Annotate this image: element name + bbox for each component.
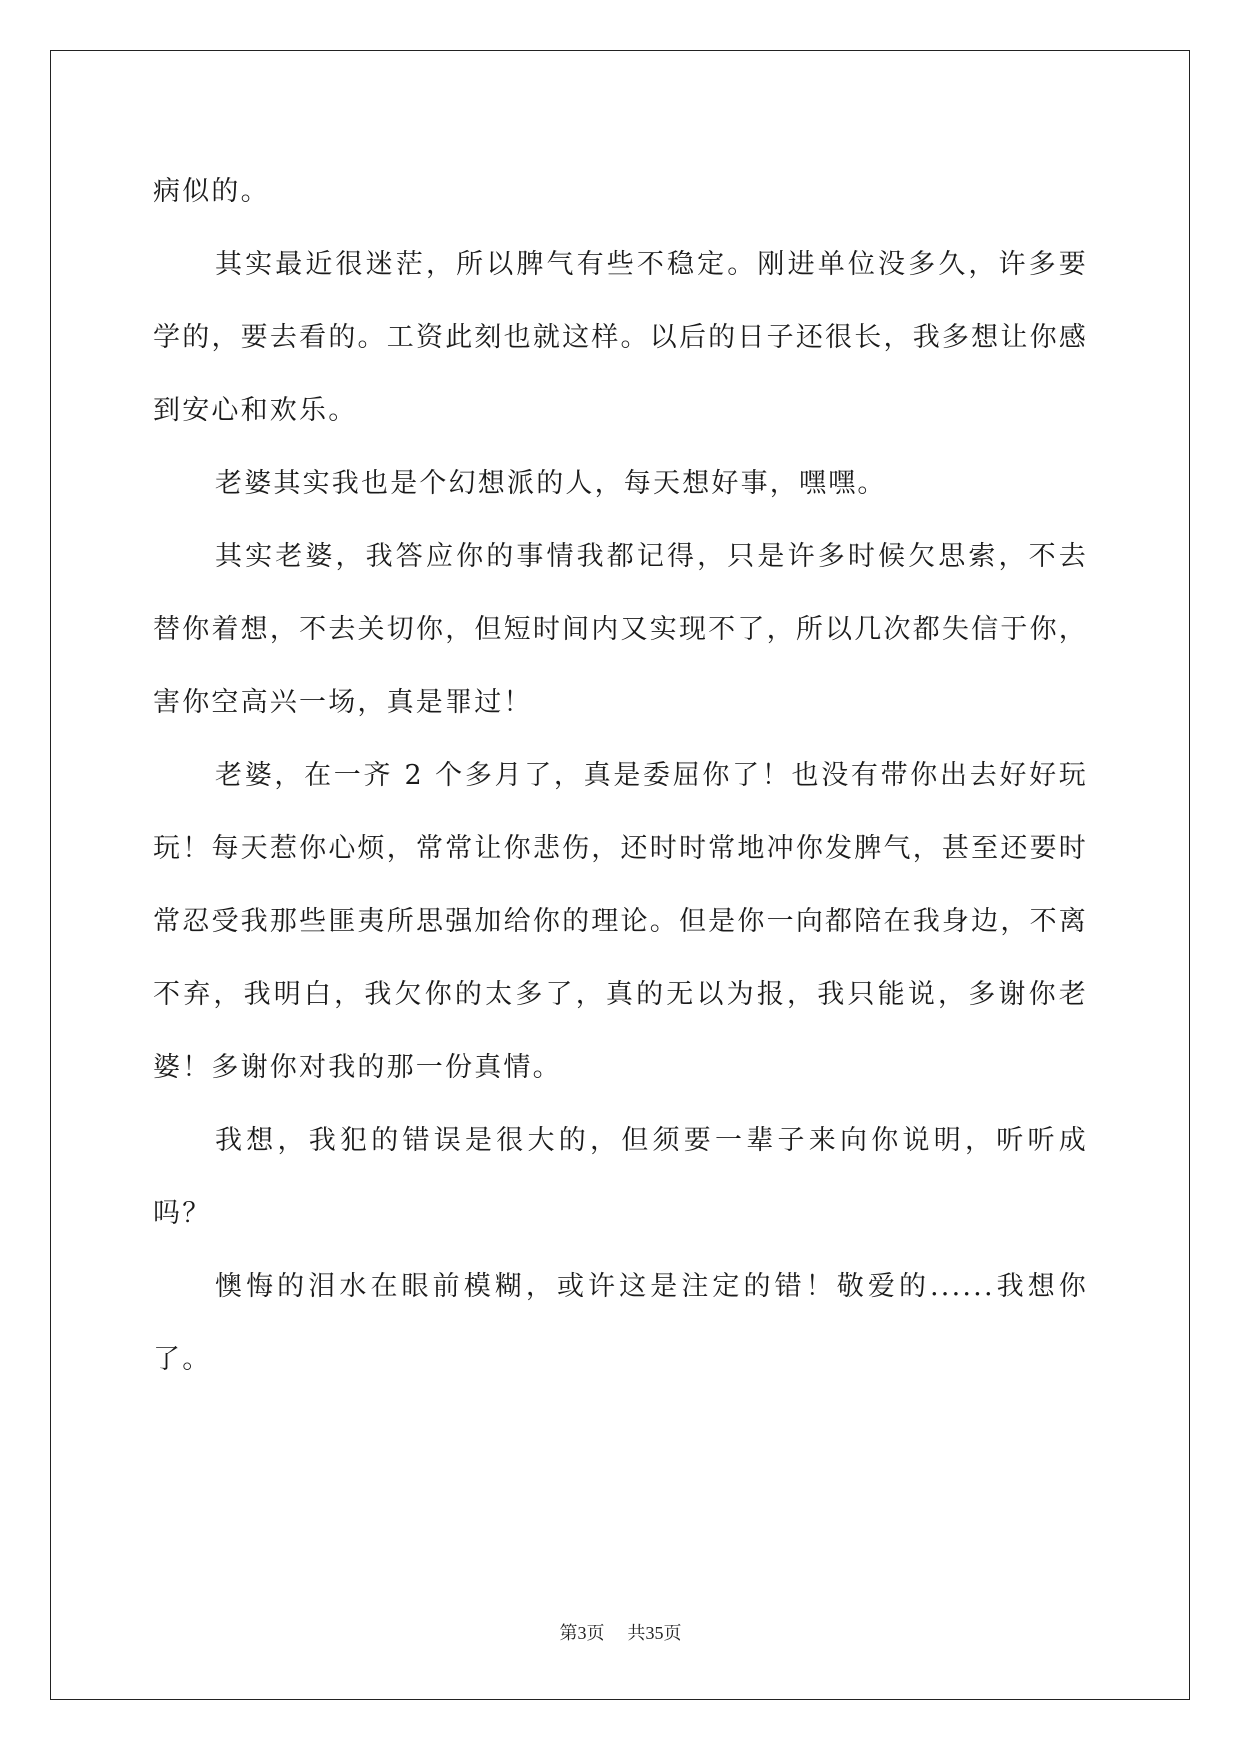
footer-suffix: 页	[663, 1623, 682, 1644]
paragraph: 其实最近很迷茫，所以脾气有些不稳定。刚进单位没多久，许多要学的，要去看的。工资此刻也就这样。以后的日子还很长，我多想让你感到安心和欢乐。	[153, 249, 1088, 426]
paragraph: 老婆，在一齐 2 个多月了，真是委屈你了！也没有带你出去好好玩玩！每天惹你心烦，常常让你悲伤，还时时常地冲你发脾气，甚至还要时常忍受我那些匪夷所思强加给你的理论。但是你一向都陪在我身边，不离不弃，我明白，我欠你的太多了，真的无以为报，我只能说，多谢你老婆！多谢你对我的那一份真情。	[153, 760, 1088, 1083]
paragraph: 其实老婆，我答应你的事情我都记得，只是许多时候欠思索，不去替你着想，不去关切你，但短时间内又实现不了，所以几次都失信于你，害你空高兴一场，真是罪过！	[153, 541, 1088, 718]
paragraph: 病似的。	[153, 176, 270, 207]
total-pages: 35	[645, 1623, 664, 1643]
document-body	[153, 155, 1088, 1396]
paragraph: 我想，我犯的错误是很大的，但须要一辈子来向你说明，听听成吗？	[153, 1125, 1088, 1229]
footer-middle: 页 共	[586, 1623, 646, 1644]
footer-prefix: 第	[559, 1623, 578, 1644]
paragraph: 老婆其实我也是个幻想派的人，每天想好事，嘿嘿。	[215, 468, 887, 499]
paragraph: 懊悔的泪水在眼前模糊，或许这是注定的错！敬爱的......我想你了。	[153, 1271, 1088, 1375]
page-number: 3	[577, 1623, 587, 1643]
page-footer	[0, 1622, 1241, 1645]
